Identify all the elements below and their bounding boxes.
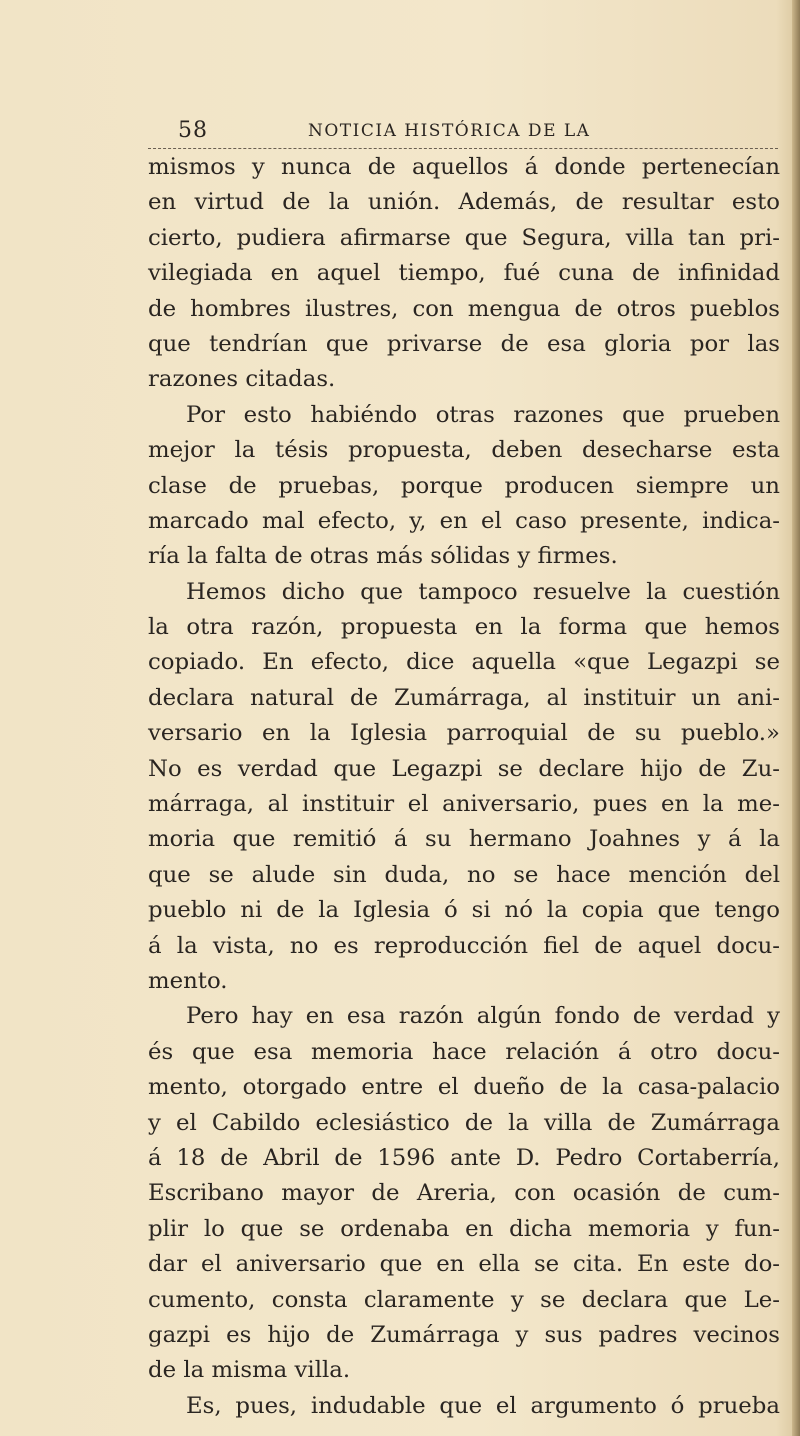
text-line: dar el aniversario que en ella se cita. En este do- <box>148 1251 780 1278</box>
text-line: que se alude sin duda, no se hace mención del <box>148 861 780 888</box>
text-line: No es verdad que Legazpi se declare hijo de Zu- <box>148 755 780 782</box>
text-line: copiado. En efecto, dice aquella «que Legazpi se <box>148 649 780 676</box>
text-line: gazpi es hijo de Zumárraga y sus padres vecinos <box>148 1321 780 1348</box>
text-line: cumento, consta claramente y se declara que Le- <box>148 1286 780 1313</box>
text-line: razones citadas. <box>148 366 336 393</box>
text-line: á 18 de Abril de 1596 ante D. Pedro Cortaberría, <box>148 1144 780 1171</box>
text-line: marcado mal efecto, y, en el caso presente, indica- <box>148 507 780 534</box>
text-line: mejor la tésis propuesta, deben desecharse esta <box>148 437 780 464</box>
text-line: declara natural de Zumárraga, al instituir un ani- <box>148 684 780 711</box>
text-line: de la misma villa. <box>148 1357 351 1384</box>
text-line: mismos y nunca de aquellos á donde pertenecían <box>148 154 780 180</box>
text-line: plir lo que se ordenaba en dicha memoria y fun- <box>148 1215 780 1242</box>
text-line: y el Cabildo eclesiástico de la villa de Zumárraga <box>148 1109 780 1136</box>
running-title: NOTICIA HISTÓRICA DE LA <box>308 121 591 141</box>
text-line: Por esto habiéndo otras razones que prueben <box>186 401 780 428</box>
page-number: 58 <box>178 118 208 143</box>
page-edge <box>792 0 800 1436</box>
header-rule <box>148 148 778 149</box>
body-text <box>148 150 780 1424</box>
text-line: moria que remitió á su hermano Joahnes y á la <box>148 826 780 853</box>
text-line: la otra razón, propuesta en la forma que hemos <box>148 614 780 641</box>
text-line: que tendrían que privarse de esa gloria por las <box>148 330 780 357</box>
text-line: Escribano mayor de Areria, con ocasión de cum- <box>148 1180 780 1207</box>
text-line: Es, pues, indudable que el argumento ó prueba <box>186 1392 780 1419</box>
text-line: en virtud de la unión. Además, de resultar esto <box>148 189 780 216</box>
text-line: pueblo ni de la Iglesia ó si nó la copia que tengo <box>148 897 780 924</box>
text-line: cierto, pudiera afirmarse que Segura, villa tan pri- <box>148 224 780 251</box>
page-header <box>148 118 778 148</box>
text-line: mento, otorgado entre el dueño de la casa-palacio <box>148 1074 780 1101</box>
text-line: Pero hay en esa razón algún fondo de verdad y <box>186 1003 780 1030</box>
text-line: ría la falta de otras más sólidas y firmes. <box>148 543 618 570</box>
text-line: versario en la Iglesia parroquial de su pueblo.» <box>148 720 780 747</box>
text-line: Hemos dicho que tampoco resuelve la cuestión <box>186 578 780 605</box>
text-line: mento. <box>148 967 228 994</box>
text-line: és que esa memoria hace relación á otro docu- <box>148 1038 780 1065</box>
text-line: clase de pruebas, porque producen siempre un <box>148 472 780 499</box>
text-line: de hombres ilustres, con mengua de otros pueblos <box>148 295 780 322</box>
text-line: márraga, al instituir el aniversario, pues en la me- <box>148 791 780 818</box>
text-line: vilegiada en aquel tiempo, fué cuna de infinidad <box>148 260 780 287</box>
text-line: á la vista, no es reproducción fiel de aquel docu- <box>148 932 780 959</box>
